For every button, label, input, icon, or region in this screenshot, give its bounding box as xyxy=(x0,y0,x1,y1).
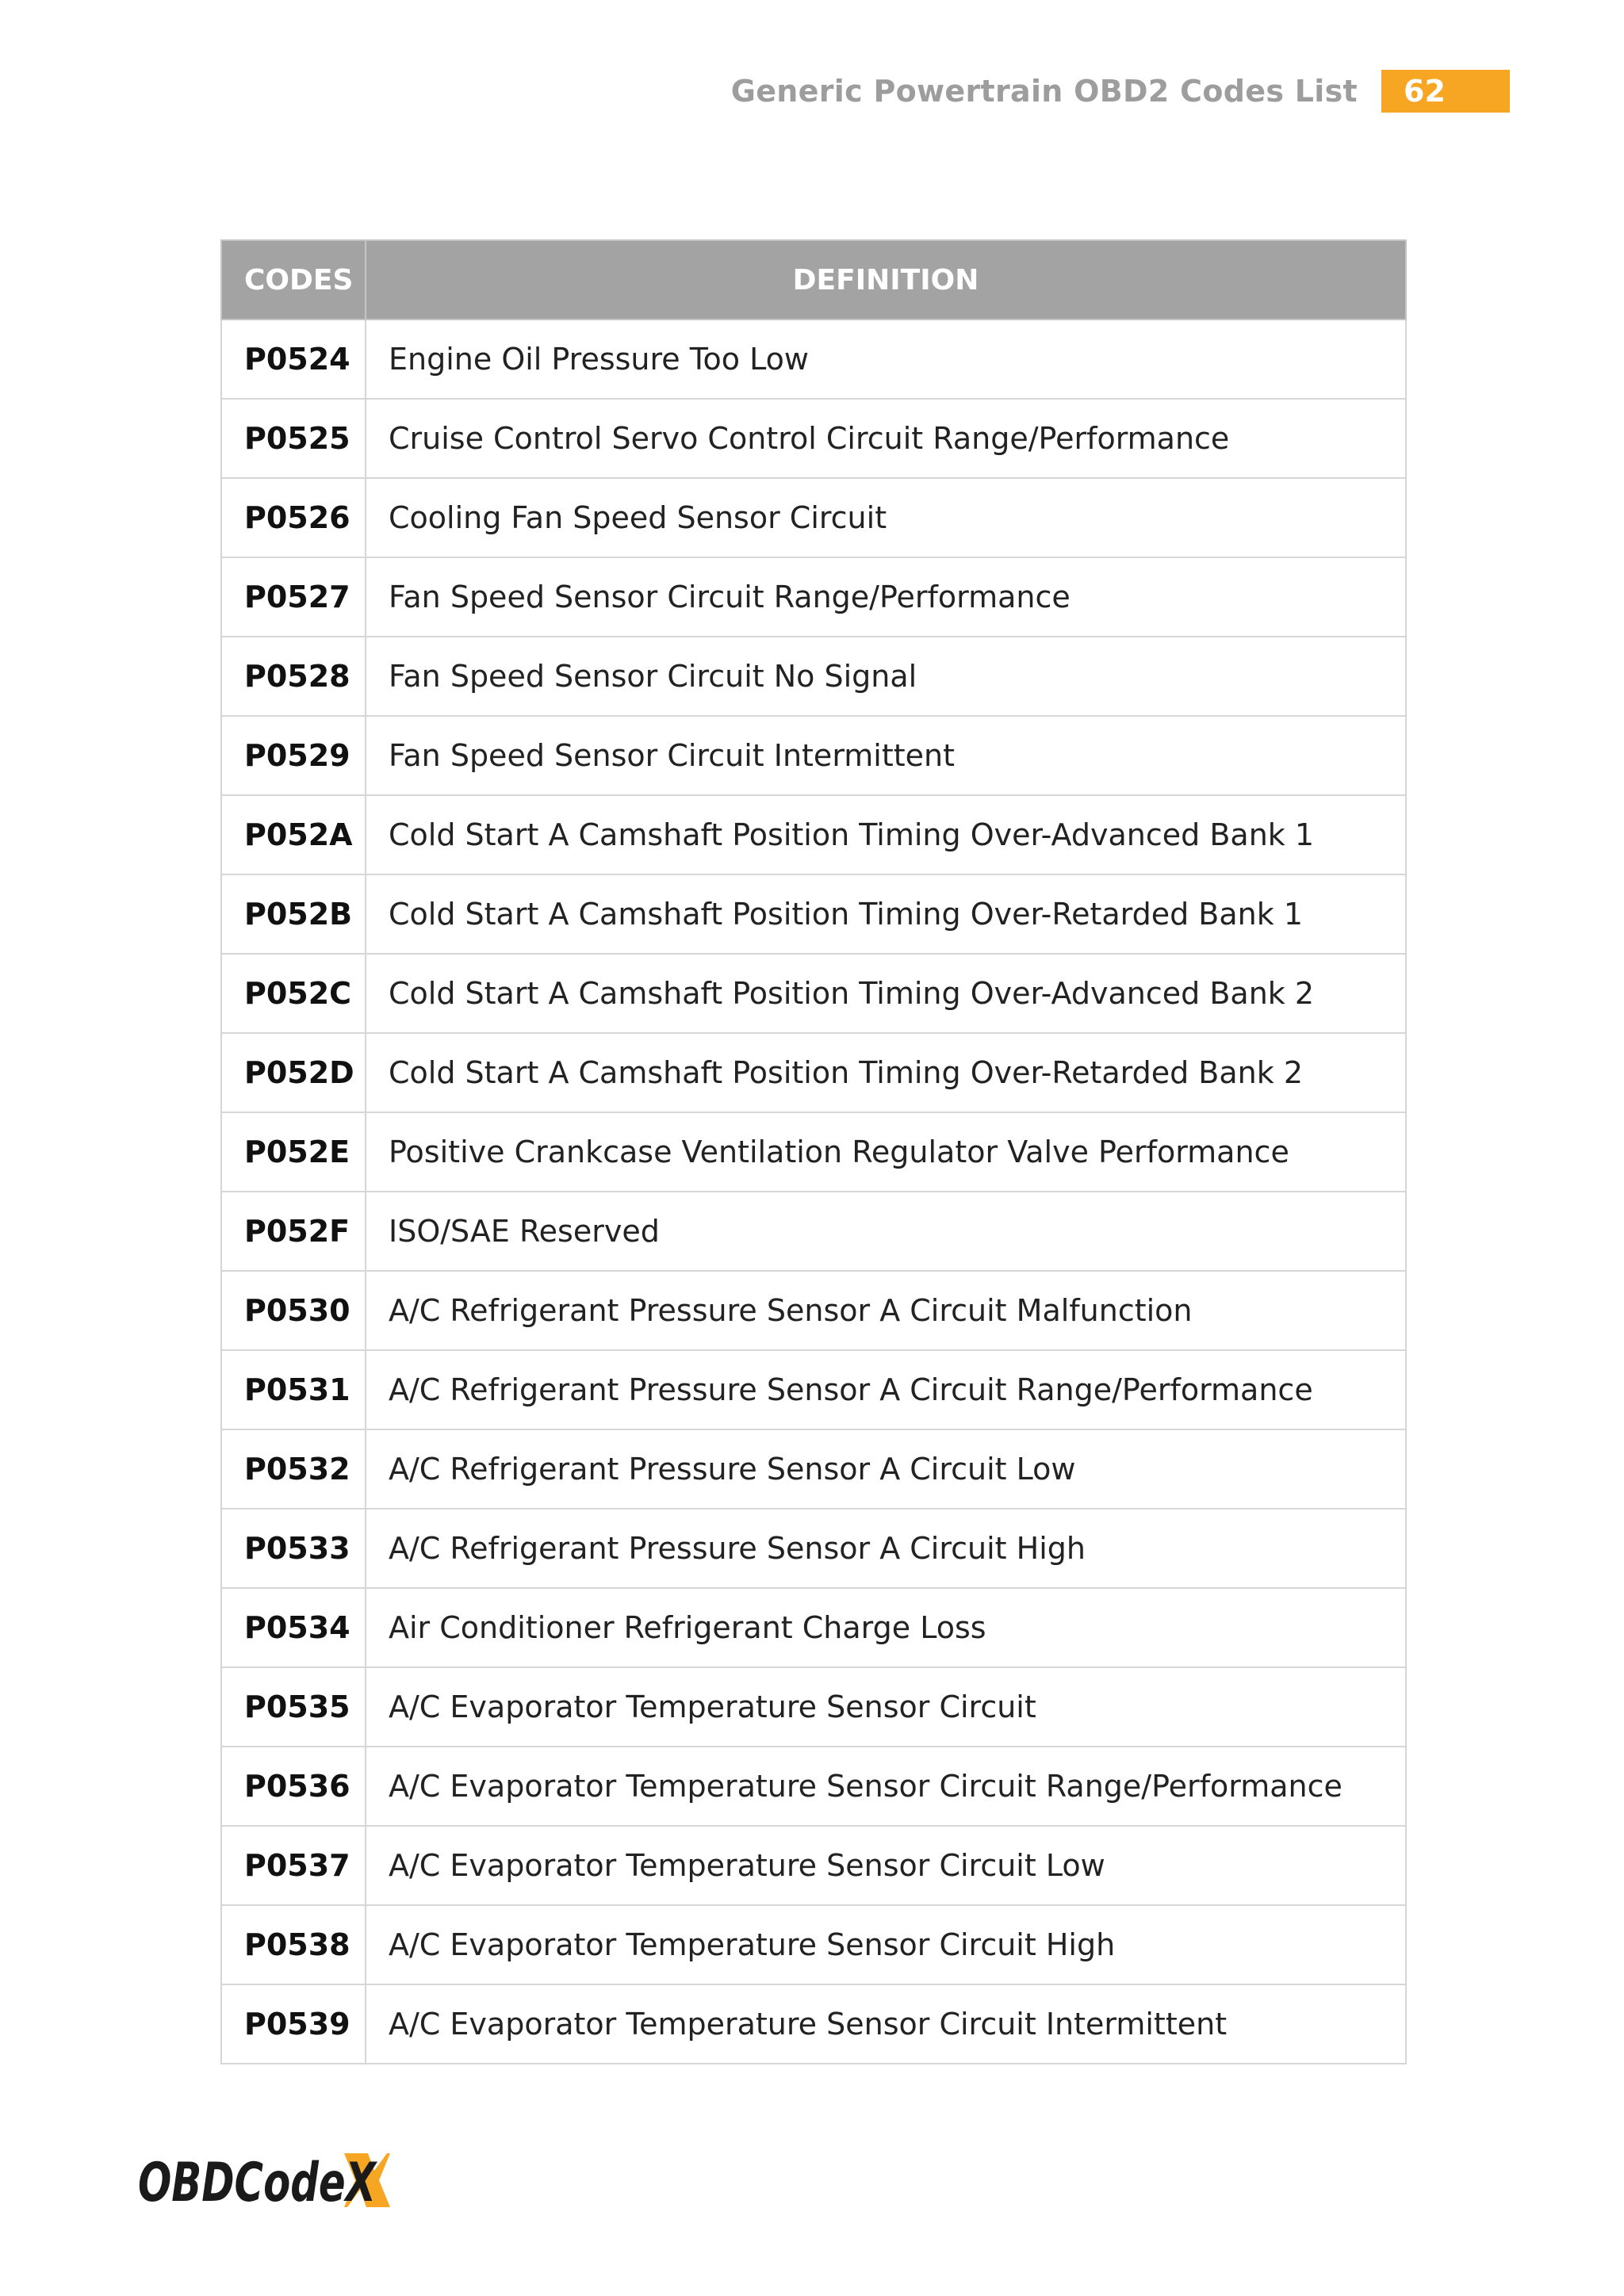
table-row xyxy=(221,1667,1406,1747)
table-row xyxy=(221,1826,1406,1905)
table-row xyxy=(221,1112,1406,1192)
code-cell: P0533 xyxy=(221,1509,366,1588)
code-cell: P0524 xyxy=(221,320,366,399)
definition-cell: Air Conditioner Refrigerant Charge Loss xyxy=(366,1588,1406,1667)
codes-table xyxy=(220,239,1407,2064)
table-row xyxy=(221,1033,1406,1112)
definition-cell: Engine Oil Pressure Too Low xyxy=(366,320,1406,399)
table-row xyxy=(221,874,1406,954)
definition-cell: Positive Crankcase Ventilation Regulator Valve Performance xyxy=(366,1112,1406,1192)
table-row xyxy=(221,478,1406,557)
table-row xyxy=(221,399,1406,478)
definition-cell: A/C Evaporator Temperature Sensor Circuit xyxy=(366,1667,1406,1747)
definition-cell: Cold Start A Camshaft Position Timing Over-Retarded Bank 2 xyxy=(366,1033,1406,1112)
definition-cell: A/C Evaporator Temperature Sensor Circuit Low xyxy=(366,1826,1406,1905)
document-title: Generic Powertrain OBD2 Codes List xyxy=(730,74,1358,109)
code-cell: P0525 xyxy=(221,399,366,478)
definition-cell: Fan Speed Sensor Circuit No Signal xyxy=(366,637,1406,716)
code-cell: P0529 xyxy=(221,716,366,795)
table-row xyxy=(221,1350,1406,1429)
code-cell: P052F xyxy=(221,1192,366,1271)
definition-cell: A/C Evaporator Temperature Sensor Circuit High xyxy=(366,1905,1406,1984)
code-cell: P0535 xyxy=(221,1667,366,1747)
code-cell: P0532 xyxy=(221,1429,366,1509)
table-row xyxy=(221,1747,1406,1826)
code-cell: P0537 xyxy=(221,1826,366,1905)
code-cell: P052C xyxy=(221,954,366,1033)
code-cell: P0530 xyxy=(221,1271,366,1350)
definition-cell: Fan Speed Sensor Circuit Range/Performance xyxy=(366,557,1406,637)
definition-cell: A/C Refrigerant Pressure Sensor A Circuit Malfunction xyxy=(366,1271,1406,1350)
table-row xyxy=(221,637,1406,716)
code-cell: P0534 xyxy=(221,1588,366,1667)
code-cell: P0536 xyxy=(221,1747,366,1826)
code-cell: P052B xyxy=(221,874,366,954)
definition-cell: Cold Start A Camshaft Position Timing Over-Advanced Bank 2 xyxy=(366,954,1406,1033)
table-row xyxy=(221,1984,1406,2064)
definition-cell: A/C Refrigerant Pressure Sensor A Circuit High xyxy=(366,1509,1406,1588)
table-row xyxy=(221,1509,1406,1588)
column-header-definition: DEFINITION xyxy=(366,240,1406,320)
table-header-row xyxy=(221,240,1406,320)
code-cell: P0526 xyxy=(221,478,366,557)
definition-cell: A/C Refrigerant Pressure Sensor A Circuit Low xyxy=(366,1429,1406,1509)
table-row xyxy=(221,1271,1406,1350)
code-cell: P052D xyxy=(221,1033,366,1112)
column-header-codes: CODES xyxy=(221,240,366,320)
table-row xyxy=(221,1588,1406,1667)
table-row xyxy=(221,557,1406,637)
definition-cell: Cold Start A Camshaft Position Timing Over-Advanced Bank 1 xyxy=(366,795,1406,874)
code-cell: P052E xyxy=(221,1112,366,1192)
definition-cell: A/C Refrigerant Pressure Sensor A Circuit Range/Performance xyxy=(366,1350,1406,1429)
definition-cell: Fan Speed Sensor Circuit Intermittent xyxy=(366,716,1406,795)
page-header xyxy=(731,70,1510,113)
definition-cell: Cold Start A Camshaft Position Timing Over-Retarded Bank 1 xyxy=(366,874,1406,954)
code-cell: P0539 xyxy=(221,1984,366,2064)
table-row xyxy=(221,795,1406,874)
table-row xyxy=(221,1429,1406,1509)
definition-cell: Cooling Fan Speed Sensor Circuit xyxy=(366,478,1406,557)
page-number-badge: 62 xyxy=(1381,70,1510,113)
table-row xyxy=(221,320,1406,399)
definition-cell: Cruise Control Servo Control Circuit Range/Performance xyxy=(366,399,1406,478)
code-cell: P052A xyxy=(221,795,366,874)
table-row xyxy=(221,954,1406,1033)
code-cell: P0531 xyxy=(221,1350,366,1429)
obdcodex-logo xyxy=(136,2149,390,2212)
logo-wordmark: OBDCodeX xyxy=(138,2152,378,2214)
code-cell: P0527 xyxy=(221,557,366,637)
code-cell: P0538 xyxy=(221,1905,366,1984)
definition-cell: A/C Evaporator Temperature Sensor Circuit Range/Performance xyxy=(366,1747,1406,1826)
table-row xyxy=(221,1192,1406,1271)
definition-cell: ISO/SAE Reserved xyxy=(366,1192,1406,1271)
code-cell: P0528 xyxy=(221,637,366,716)
definition-cell: A/C Evaporator Temperature Sensor Circuit Intermittent xyxy=(366,1984,1406,2064)
table-row xyxy=(221,716,1406,795)
table-row xyxy=(221,1905,1406,1984)
